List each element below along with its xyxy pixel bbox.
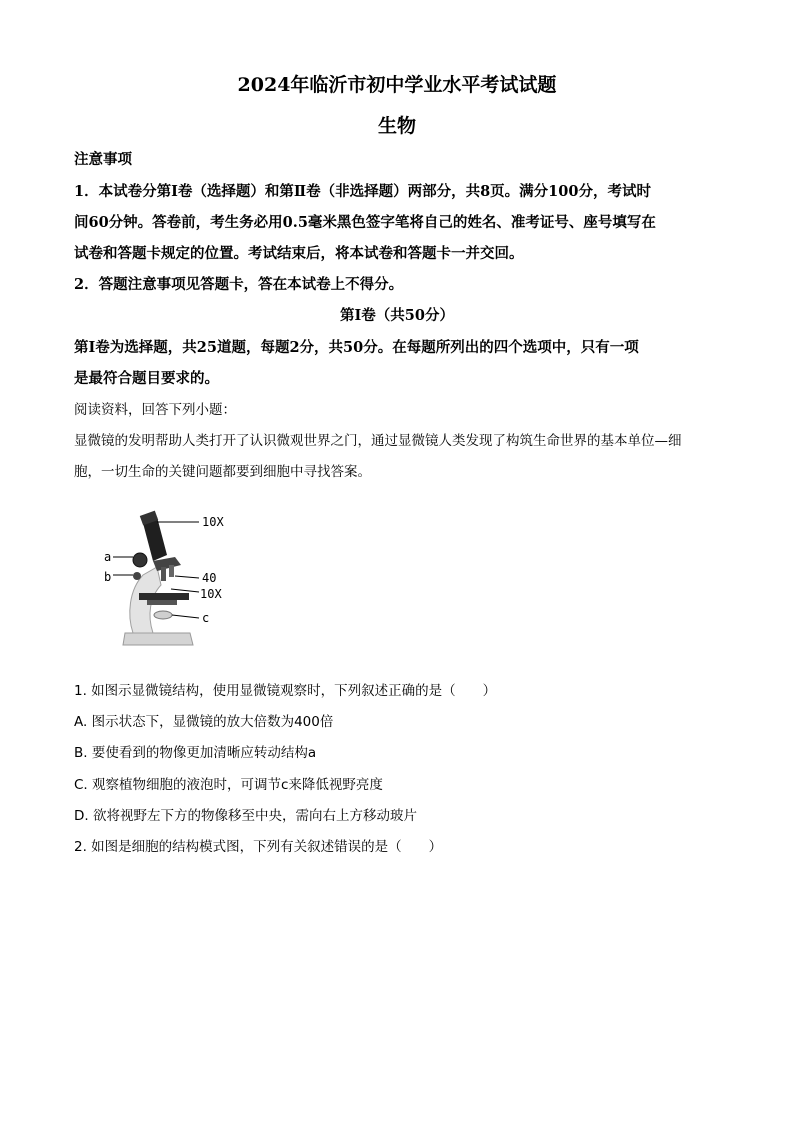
- fine-adjustment-knob: [133, 572, 141, 580]
- question-1-option-d: D. 欲将视野左下方的物像移至中央，需向右上方移动玻片: [74, 808, 417, 824]
- question-2-stem: 2. 如图是细胞的结构模式图，下列有关叙述错误的是（ ）: [74, 839, 443, 855]
- microscope-base: [123, 633, 193, 645]
- reading-text-line-1: 显微镜的发明帮助人类打开了认识微观世界之门，通过显微镜人类发现了构筑生命世界的基本单位—细: [74, 433, 682, 449]
- question-1-stem: 1. 如图示显微镜结构，使用显微镜观察时，下列叙述正确的是（ ）: [74, 683, 497, 699]
- label-b: b: [104, 570, 112, 584]
- microscope-mirror: [154, 611, 172, 619]
- question-1-option-b: B. 要使看到的物像更加清晰应转动结构a: [74, 745, 317, 761]
- notice-item-2: 2．答题注意事项见答题卡，答在本试卷上不得分。: [74, 276, 404, 293]
- label-objective-40: 40: [202, 571, 217, 585]
- reading-prompt: 阅读资料，回答下列小题：: [74, 402, 236, 418]
- microscope-figure: [95, 505, 255, 660]
- section-intro-line-2: 是最符合题目要求的。: [74, 370, 219, 387]
- exam-subject: 生物: [377, 115, 416, 137]
- coarse-adjustment-knob: [133, 553, 147, 567]
- notice-item-1-line-1: 1．本试卷分第Ⅰ卷（选择题）和第Ⅱ卷（非选择题）两部分，共8页。满分100分，考试时: [74, 183, 651, 200]
- microscope-stage: [139, 593, 189, 600]
- question-1-option-a: A. 图示状态下，显微镜的放大倍数为400倍: [74, 714, 334, 730]
- notice-item-1-line-3: 试卷和答题卡规定的位置。考试结束后，将本试卷和答题卡一并交回。: [74, 245, 524, 262]
- label-eyepiece: 10X: [202, 515, 224, 529]
- section-heading: 第Ⅰ卷（共50分）: [340, 307, 454, 324]
- label-c: c: [202, 611, 210, 625]
- notice-heading: 注意事项: [74, 151, 132, 168]
- reading-text-line-2: 胞，一切生命的关键问题都要到细胞中寻找答案。: [74, 464, 371, 480]
- notice-item-1-line-2: 间60分钟。答卷前，考生务必用0.5毫米黑色签字笔将自己的姓名、准考证号、座号填写在: [74, 214, 656, 231]
- question-1-option-c: C. 观察植物细胞的液泡时，可调节c来降低视野亮度: [74, 777, 383, 793]
- label-a: a: [104, 550, 112, 564]
- section-intro-line-1: 第Ⅰ卷为选择题，共25道题，每题2分，共50分。在每题所列出的四个选项中，只有一项: [74, 339, 639, 356]
- exam-title: 2024年临沂市初中学业水平考试试题: [237, 74, 557, 96]
- label-objective-10x: 10X: [200, 587, 222, 601]
